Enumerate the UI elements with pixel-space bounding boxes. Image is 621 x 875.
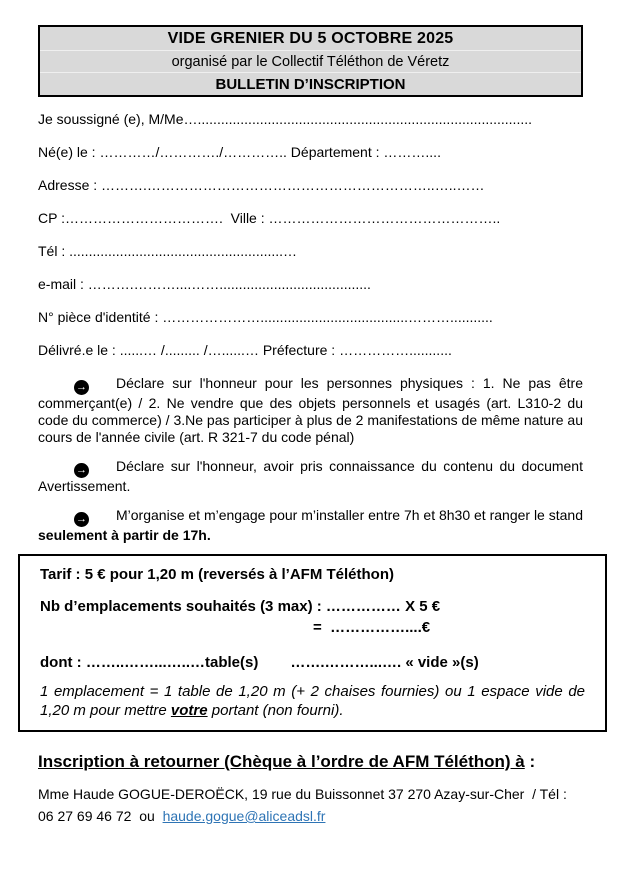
note-part1: 1 emplacement = 1 table de 1,20 m (+ 2 chaises fournies) ou 1 espace vide de 1,20 m pour mettre: [40, 683, 585, 719]
field-naissance-line: Né(e) le : …………/…………./………….. Département : ………....: [38, 144, 441, 160]
arrow-bullet-icon: →: [76, 513, 87, 525]
total-line: = ……………....€: [313, 619, 431, 636]
emplacements-line: Nb d’emplacements souhaités (3 max) : …………… X 5 €: [40, 598, 441, 615]
dont-vide-label: …….………...…. « vide »(s): [290, 654, 479, 671]
declaration-honneur-physiques: [38, 375, 583, 446]
declaration-honneur-physiques-text: Déclare sur l'honneur pour les personnes physiques : 1. Ne pas être commerçant(e) / 2. Ne vendre que des objets personnels et usagés (art. L310-2 du code du commerce) / 3.Ne pas participer à plus de 2 manifestations de même nature au cours de l'année civile (art. R 321-7 du code pénal): [38, 375, 583, 445]
field-delivrance-line: Délivré.e le : ......… /......... /…......… Préfecture : ……………...........: [38, 342, 452, 358]
return-instructions-heading: [38, 752, 583, 772]
declaration-avertissement: [38, 458, 583, 495]
arrow-bullet-icon: →: [76, 381, 87, 393]
declarations-section: [38, 375, 583, 544]
footer-section: [38, 752, 583, 827]
contact-address: [38, 783, 583, 827]
field-email-line: e-mail : ……….………....…….......................................: [38, 276, 371, 292]
declaration-horaires-bold: seulement à partir de 17h.: [38, 527, 211, 543]
contact-address-text: Mme Haude GOGUE-DEROËCK, 19 rue du Buissonnet 37 270 Azay-sur-Cher / Tél : 06 27 69 46 72 ou: [38, 786, 571, 824]
pricing-box: [18, 554, 607, 732]
note-part2: portant (non fourni).: [207, 701, 344, 719]
field-adresse-line: Adresse : ……….……………………………………………………..…..……: [38, 177, 485, 193]
return-instructions-colon: :: [524, 752, 536, 771]
header-box: [38, 25, 583, 97]
event-title: VIDE GRENIER DU 5 OCTOBRE 2025: [167, 30, 454, 47]
field-cp-ville-line: CP :……………………………. Ville : …………………………………………..: [38, 210, 501, 226]
return-instructions-underlined: Inscription à retourner (Chèque à l’ordre de AFM Téléthon) à: [38, 752, 525, 771]
declaration-avertissement-text: Déclare sur l'honneur, avoir pris connaissance du contenu du document Avertissement.: [38, 458, 583, 494]
event-subtitle: organisé par le Collectif Téléthon de Véretz: [40, 50, 581, 72]
field-piece-identite-line: N° pièce d'identité : …………………......................................………...........: [38, 309, 493, 325]
field-tel-line: Tél : .......................................................…: [38, 243, 298, 259]
form-heading: BULLETIN D’INSCRIPTION: [40, 72, 581, 95]
arrow-bullet-icon: →: [76, 464, 87, 476]
declaration-horaires-text: M’organise et m’engage pour m’installer entre 7h et 8h30 et ranger le stand: [116, 507, 583, 523]
tarif-line: Tarif : 5 € pour 1,20 m (reversés à l’AFM Téléthon): [40, 566, 394, 583]
email-link[interactable]: haude.gogue@aliceadsl.fr: [162, 808, 326, 824]
form-section: [38, 111, 583, 358]
field-soussigne-line: Je soussigné (e), M/Me…......................................................................................: [38, 111, 533, 127]
declaration-horaires: [38, 507, 583, 544]
emplacement-note: [40, 683, 585, 720]
dont-tables-label: dont : ……..……...…..…table(s): [40, 654, 259, 671]
dont-line: [40, 654, 585, 671]
note-emphasis: votre: [170, 701, 208, 719]
